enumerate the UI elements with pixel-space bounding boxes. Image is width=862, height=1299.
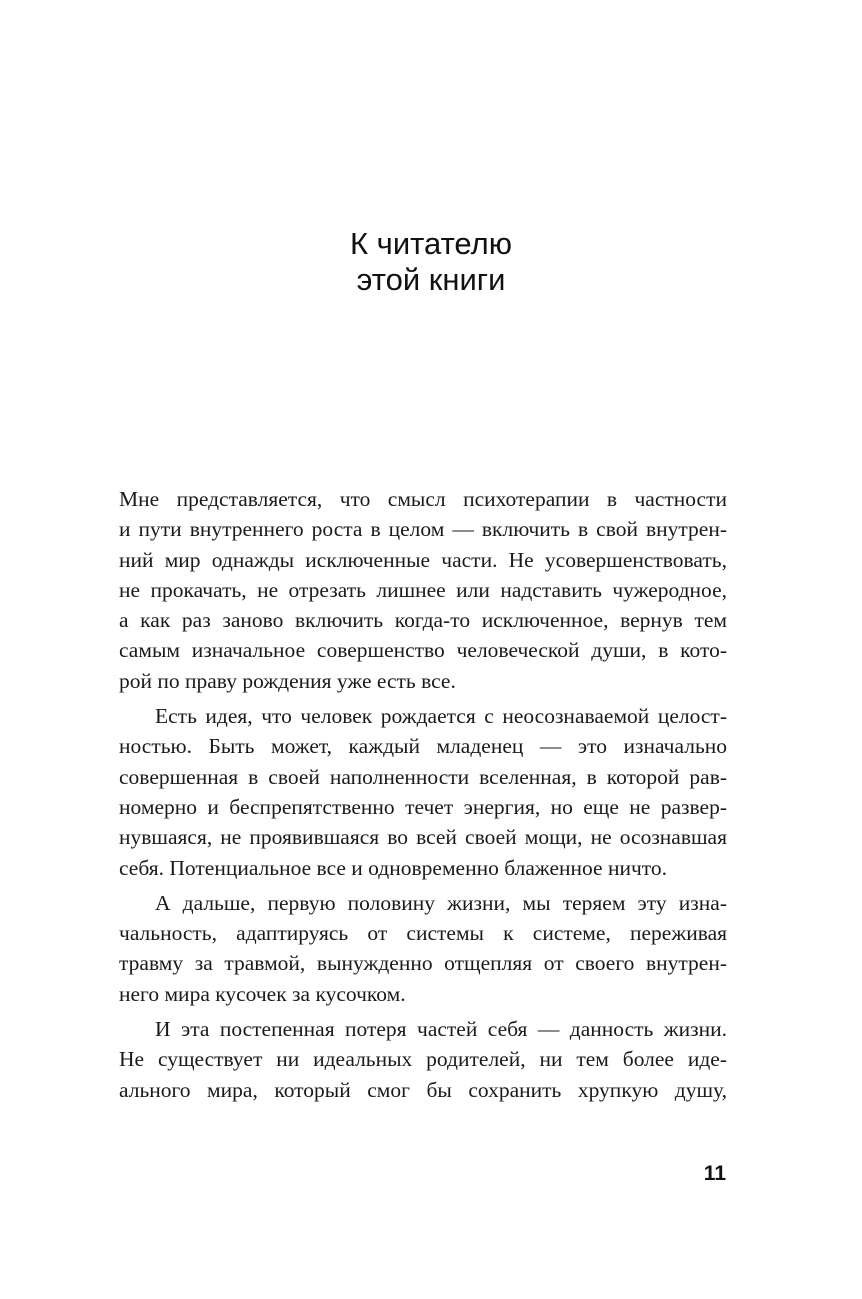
text-line: самым изначальное совершенство человеческой души, в кото- <box>119 638 727 663</box>
text-line: рой по праву рождения уже есть все. <box>119 668 456 693</box>
text-line: нувшаяся, не проявившаяся во всей своей мощи, не осознавшая <box>119 825 727 850</box>
chapter-title <box>0 226 862 298</box>
text-line: чальность, адаптируясь от системы к системе, переживая <box>119 921 727 946</box>
chapter-title-line-2: этой книги <box>356 262 506 297</box>
text-line: а как раз заново включить когда-то исключенное, вернув тем <box>119 608 727 633</box>
text-line: А дальше, первую половину жизни, мы теряем эту изна- <box>155 890 727 915</box>
body-text <box>119 484 727 1105</box>
text-line: не прокачать, не отрезать лишнее или надставить чужеродное, <box>119 577 727 602</box>
chapter-title-line-1: К читателю <box>350 226 512 261</box>
text-line: номерно и беспрепятственно течет энергия, но еще не развер- <box>119 794 727 819</box>
text-line: И эта постепенная потеря частей себя — данность жизни. <box>155 1017 727 1042</box>
page-number: 11 <box>703 1162 726 1185</box>
text-line: ностью. Быть может, каждый младенец — это изначально <box>119 734 727 759</box>
text-line: него мира кусочек за кусочком. <box>119 981 406 1006</box>
text-line: совершенная в своей наполненности вселенная, в которой рав- <box>119 764 727 789</box>
text-line: и пути внутреннего роста в целом — включить в свой внутрен- <box>119 517 727 542</box>
text-line: ального мира, который смог бы сохранить хрупкую душу, <box>119 1077 727 1102</box>
text-line: Есть идея, что человек рождается с неосознаваемой целост- <box>155 704 727 729</box>
text-line: себя. Потенциальное все и одновременно блаженное ничто. <box>119 855 668 880</box>
text-line: Не существует ни идеальных родителей, ни тем более иде- <box>119 1047 727 1072</box>
text-line: Мне представляется, что смысл психотерапии в частности <box>119 487 727 511</box>
text-line: травму за травмой, вынужденно отщепляя от своего внутрен- <box>119 951 727 976</box>
text-line: ний мир однажды исключенные части. Не усовершенствовать, <box>119 547 727 572</box>
